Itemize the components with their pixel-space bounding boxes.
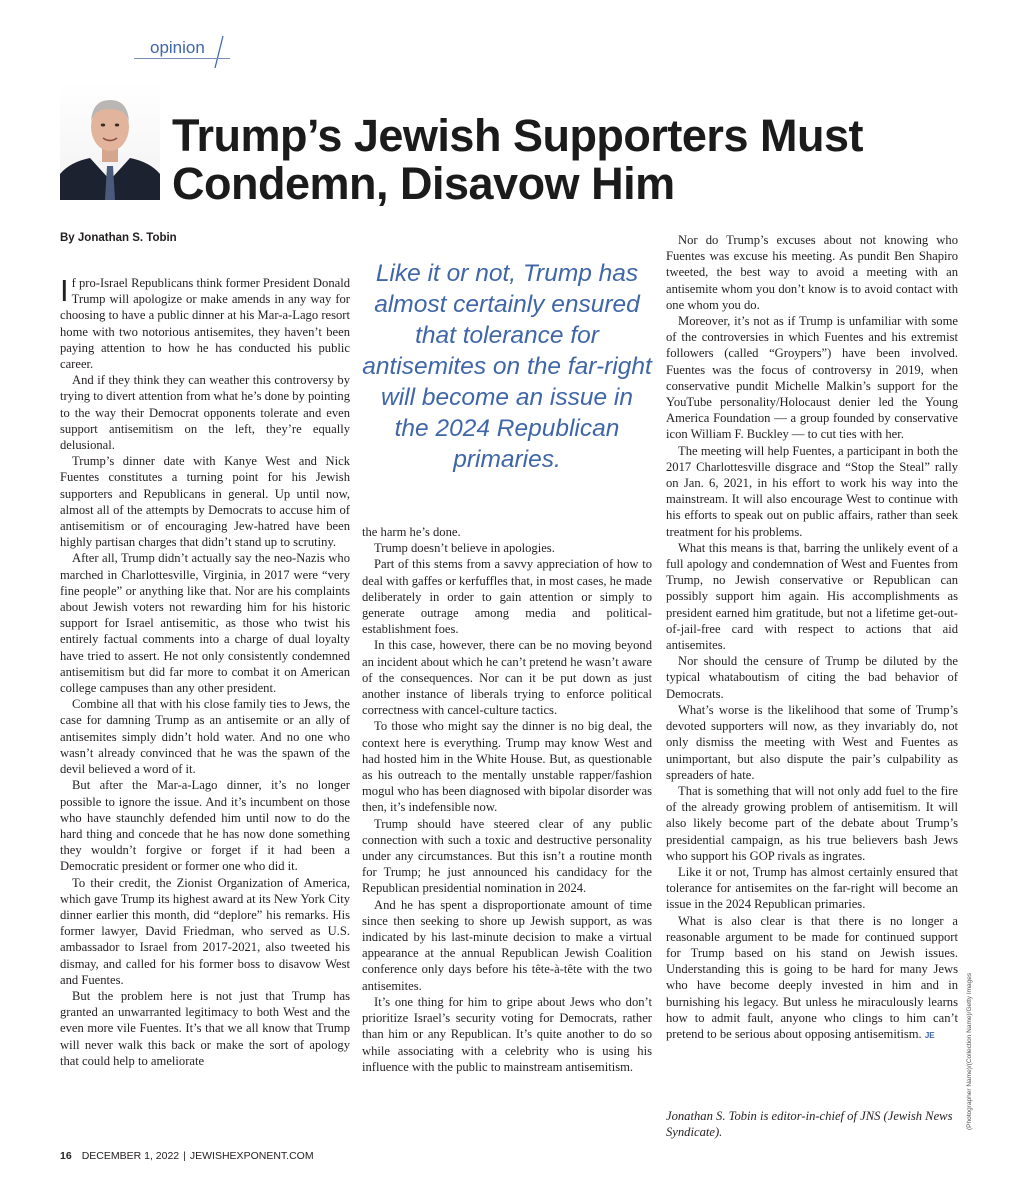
drop-cap: I xyxy=(60,273,69,308)
slash-icon xyxy=(212,34,224,70)
article-paragraph: What this means is that, barring the unlikely event of a full apology and condemnation of West and Fuentes from Trump, no Jewish conservative or Republican can possibly support him again. His accomplishments as president earned him gratitude, but not a lifetime get-out-of-jail-free card with respect to actions that aid antisemites. xyxy=(666,540,958,653)
page-number: 16 xyxy=(60,1150,72,1162)
article-paragraph: And he has spent a disproportionate amount of time since then seeking to shore up Jewish support, as was indicated by his last-minute decision to make a virtual appearance at the annual Republican Jewish Coalition conference only days before his tête-à-tête with the two antisemites. xyxy=(362,897,652,993)
section-rule xyxy=(134,58,230,59)
article-paragraph: That is something that will not only add fuel to the fire of the already growing problem of antisemitism. It will also likely become part of the debate about Trump’s presidential campaign, as his true believers bash Jews who support his GOP rivals as ingrates. xyxy=(666,783,958,863)
article-paragraph: To those who might say the dinner is no big deal, the context here is everything. Trump may know West and had hosted him in the White House. But, as questionable as his outreach to the mentally unstable rapper/fashion mogul who has been diagnosed with bipolar disorder was then, it’s indefensible now. xyxy=(362,719,652,815)
article-paragraph: What’s worse is the likelihood that some of Trump’s devoted supporters will now, as they invariably do, not only dismiss the meeting with West and Fuentes as unimportant, but also dispute the pair’s culpability as spreaders of hate. xyxy=(666,702,958,782)
article-paragraph: It’s one thing for him to gripe about Jews who don’t prioritize Israel’s security voting for Democrats, rather than him or any Republican. It’s quite another to do so while associating with a celebrity who is using his influence with the public to mainstream antisemitism. xyxy=(362,994,652,1074)
author-note: Jonathan S. Tobin is editor-in-chief of JNS (Jewish News Syndicate). xyxy=(666,1109,953,1140)
section-tag: opinion xyxy=(150,38,205,57)
photo-credit: (Photographer Name)/(Collection Name)/Getty Images xyxy=(966,972,973,1130)
article-paragraph: Moreover, it’s not as if Trump is unfamiliar with some of the controversies in which Fuentes and his extremist followers (called “Groypers”) have been involved. Fuentes was the focus of controversy in 2019, when conservative pundit Michelle Malkin’s support for the YouTube personality/Holocaust denier led the Young America Foundation — a group founded by conservative icon William F. Buckley — to cut ties with her. xyxy=(666,314,958,442)
byline: By Jonathan S. Tobin xyxy=(60,232,177,244)
pull-quote: Like it or not, Trump has almost certainly ensured that tolerance for antisemites on the far-right will become an issue in the 2024 Republican primaries. xyxy=(362,260,652,473)
article-paragraph: Trump’s dinner date with Kanye West and Nick Fuentes constitutes a turning point for his Jewish supporters and Republicans in general. Up until now, almost all of the attempts by Democrats to accuse him of antisemitism or of encouraging Jew-hatred have been highly partisan charges that didn’t stand up to scrutiny. xyxy=(60,454,350,550)
article-paragraph: If pro-Israel Republicans think former President Donald Trump will apologize or make amends in any way for choosing to have a public dinner at his Mar-a-Lago resort home with two notorious antisemites, they haven’t been paying attention to how he has conducted his public career. xyxy=(60,273,351,372)
article-paragraph: To their credit, the Zionist Organization of America, which gave Trump its highest award at its New York City dinner earlier this month, did “deplore” his remarks. His former lawyer, David Friedman, who served as U.S. ambassador to Israel from 2017-2021, also tweeted his dismay, and called for his former boss to disavow West and Fuentes. xyxy=(60,875,350,987)
article-paragraph: Like it or not, Trump has almost certainly ensured that tolerance for antisemites on the far-right will become an issue in the 2024 Republican primaries. xyxy=(666,864,958,912)
article-paragraph: the harm he’s done. xyxy=(362,525,461,539)
issue-date: DECEMBER 1, 2022 xyxy=(81,1150,180,1162)
article-paragraph: Trump doesn’t believe in apologies. xyxy=(374,541,555,556)
article-paragraph: Combine all that with his close family ties to Jews, the case for damning Trump as an antisemite or an ally of antisemites simply didn’t hold water. And no one who wasn’t already convinced that he was the spawn of the devil believed a word of it. xyxy=(60,697,350,777)
site-name: JEWISHEXPONENT.COM xyxy=(189,1150,314,1162)
footer-separator: | xyxy=(183,1150,186,1162)
article-column-2 xyxy=(362,524,652,1124)
article-column-3 xyxy=(666,232,958,1041)
article-paragraph: Nor do Trump’s excuses about not knowing who Fuentes was excuse his meeting. As pundit Ben Shapiro tweeted, the best way to avoid a meeting with an antisemite whom you don’t know is to avoid contact with one whom you do. xyxy=(666,233,958,312)
article-paragraph: In this case, however, there can be no moving beyond an incident about which he can’t pretend he wasn’t aware of the consequences. Nor can it be put down as just another instance of liberals trying to enforce political correctness with cancel-culture tactics. xyxy=(362,638,652,718)
article-paragraph: Part of this stems from a savvy appreciation of how to deal with gaffes or kerfuffles that, in most cases, he made deliberately in order to gain attention or simply to generate outrage among media and political-establishment foes. xyxy=(362,557,652,637)
article-paragraph: What is also clear is that there is no longer a reasonable argument to be made for continued support for Trump based on his stand on Jewish issues. Understanding this is going to be hard for many Jews who have become deeply invested in him and in burnishing his legacy. But unless he miraculously learns how to admit fault, anyone who clings to him can’t pretend to be serious about opposing antisemitism. JE xyxy=(666,913,958,1041)
article-paragraph: Trump should have steered clear of any public connection with such a toxic and destructive personality under any circumstances. But this isn’t a routine month for Trump; he just announced his candidacy for the Republican presidential nomination in 2024. xyxy=(362,816,652,896)
page-footer xyxy=(60,1150,314,1162)
article-paragraph: After all, Trump didn’t actually say the neo-Nazis who marched in Charlottesville, Virginia, in 2017 were “very fine people” or anything like that. Nor are his complaints about Jewish voters not rewarding him for his historic support for Israel antisemitic, as those who twist his entirely factual comments into a charge of dual loyalty have tried to assert. He not only consistently condemned antisemitism but did far more to combat it on American college campuses than any other president. xyxy=(60,551,350,696)
article-column-1 xyxy=(60,275,350,1125)
article-paragraph: The meeting will help Fuentes, a participant in both the 2017 Charlottesville disgrace and “Stop the Steal” rally on Jan. 6, 2021, in his effort to work his way into the mainstream. It will also encourage West to continue with his efforts to speak out on public affairs, rather than seek treatment for his problems. xyxy=(666,443,958,539)
article-paragraph: But after the Mar-a-Lago dinner, it’s no longer possible to ignore the issue. And it’s incumbent on those who have staunchly defended him until now to do the hard thing and concede that he has now done something they wouldn’t forgive or forget if it had been a Democratic president or former one who did it. xyxy=(60,778,350,874)
end-mark: JE xyxy=(924,1030,935,1040)
author-portrait xyxy=(60,82,160,200)
article-paragraph: But the problem here is not just that Trump has granted an unwarranted legitimacy to both West and the even more vile Fuentes. It’s that we all know that Trump will never walk this back or make the sort of apology that could help to ameliorate xyxy=(60,988,350,1068)
article-paragraph: And if they think they can weather this controversy by trying to divert attention from what he’s done by pointing to the way their Democrat opponents tolerate and even support antisemitism on the left, they’re equally delusional. xyxy=(60,373,350,453)
headline: Trump’s Jewish Supporters Must Condemn, Disavow Him xyxy=(172,110,863,209)
article-paragraph: Nor should the censure of Trump be diluted by the typical whataboutism of citing the bad behavior of Democrats. xyxy=(666,654,958,701)
